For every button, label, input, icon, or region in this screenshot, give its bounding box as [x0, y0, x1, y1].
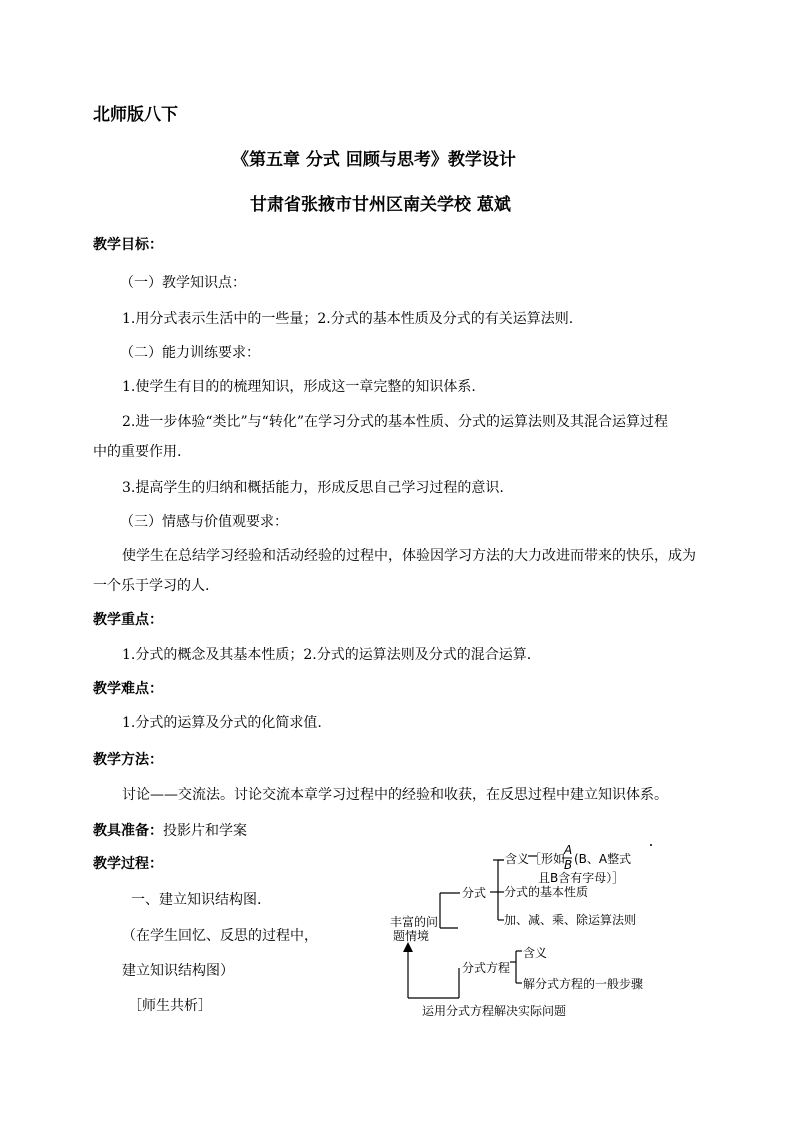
tools-heading: 教具准备：: [93, 823, 163, 839]
ability-heading: （二）能力训练要求：: [120, 345, 260, 361]
ability-item-2-line-2: 中的重要作用.: [93, 444, 182, 460]
methods-item: 讨论——交流法。讨论交流本章学习过程中的经验和收获，在反思过程中建立知识体系。: [122, 787, 668, 803]
diagram-root-line-2: 题情境: [393, 929, 430, 943]
knowledge-item: 1.用分式表示生活中的一些量；2.分式的基本性质及分式的有关运算法则.: [122, 311, 574, 327]
difficulties-item: 1.分式的运算及分式的化简求值.: [122, 715, 322, 731]
knowledge-heading: （一）教学知识点：: [120, 275, 246, 291]
diagram-root-line-1: 丰富的问: [390, 915, 439, 929]
page-title: 《第五章 分式 回顾与思考》教学设计: [232, 150, 516, 170]
difficulties-heading: 教学难点：: [93, 681, 163, 697]
series-label: 北师版八下: [93, 105, 178, 125]
process-step-1: 一、建立知识结构图.: [131, 892, 262, 908]
emotion-line-2: 一个乐于学习的人.: [93, 578, 210, 594]
diagram-fraction: 分式: [462, 886, 487, 900]
diagram-meaning-suffix-1: (B、A整式: [574, 852, 632, 866]
process-note-line-1: （在学生回忆、反思的过程中，: [122, 928, 318, 944]
knowledge-structure-diagram: [380, 838, 670, 1023]
objectives-heading: 教学目标：: [93, 237, 163, 253]
key-points-item: 1.分式的概念及其基本性质；2.分式的运算法则及分式的混合运算.: [122, 647, 532, 663]
diagram-frac-den: B: [564, 858, 573, 872]
diagram-eq-steps: 解分式方程的一般步骤: [523, 977, 644, 991]
process-heading: 教学过程：: [93, 856, 163, 872]
tools-line: [93, 822, 247, 838]
diagram-basic-property: 分式的基本性质: [504, 885, 589, 899]
diagram-eq-meaning: 含义: [523, 946, 548, 960]
ability-item-1: 1.使学生有目的的梳理知识，形成这一章完整的知识体系.: [122, 379, 476, 395]
emotion-line-1: 使学生在总结学习经验和活动经验的过程中，体验因学习方法的大力改进而带来的快乐，成为: [122, 548, 696, 564]
key-points-heading: 教学重点：: [93, 612, 163, 628]
author-line: 甘肃省张掖市甘州区南关学校 葸斌: [250, 195, 511, 215]
methods-heading: 教学方法：: [93, 752, 163, 768]
process-note-line-2: 建立知识结构图）: [122, 963, 234, 979]
diagram-equation: 分式方程: [462, 961, 511, 975]
process-mode: ［师生共析］: [128, 998, 212, 1014]
diagram-meaning-prefix: 含义［形如: [505, 852, 566, 866]
diagram-operations: 加、减、乘、除运算法则: [504, 913, 637, 927]
ability-item-3: 3.提高学生的归纳和概括能力，形成反思自己学习过程的意识.: [122, 480, 504, 496]
diagram-frac-num: A: [564, 843, 573, 857]
tools-item: 投影片和学案: [163, 823, 247, 839]
ability-item-2-line-1: 2.进一步体验“类比”与“转化”在学习分式的基本性质、分式的运算法则及其混合运算过程: [122, 414, 668, 430]
diagram-application: 运用分式方程解决实际问题: [422, 1004, 567, 1018]
emotion-heading: （三）情感与价值观要求：: [120, 514, 288, 530]
diagram-meaning-suffix-2: 且B含有字母）］: [538, 871, 625, 885]
